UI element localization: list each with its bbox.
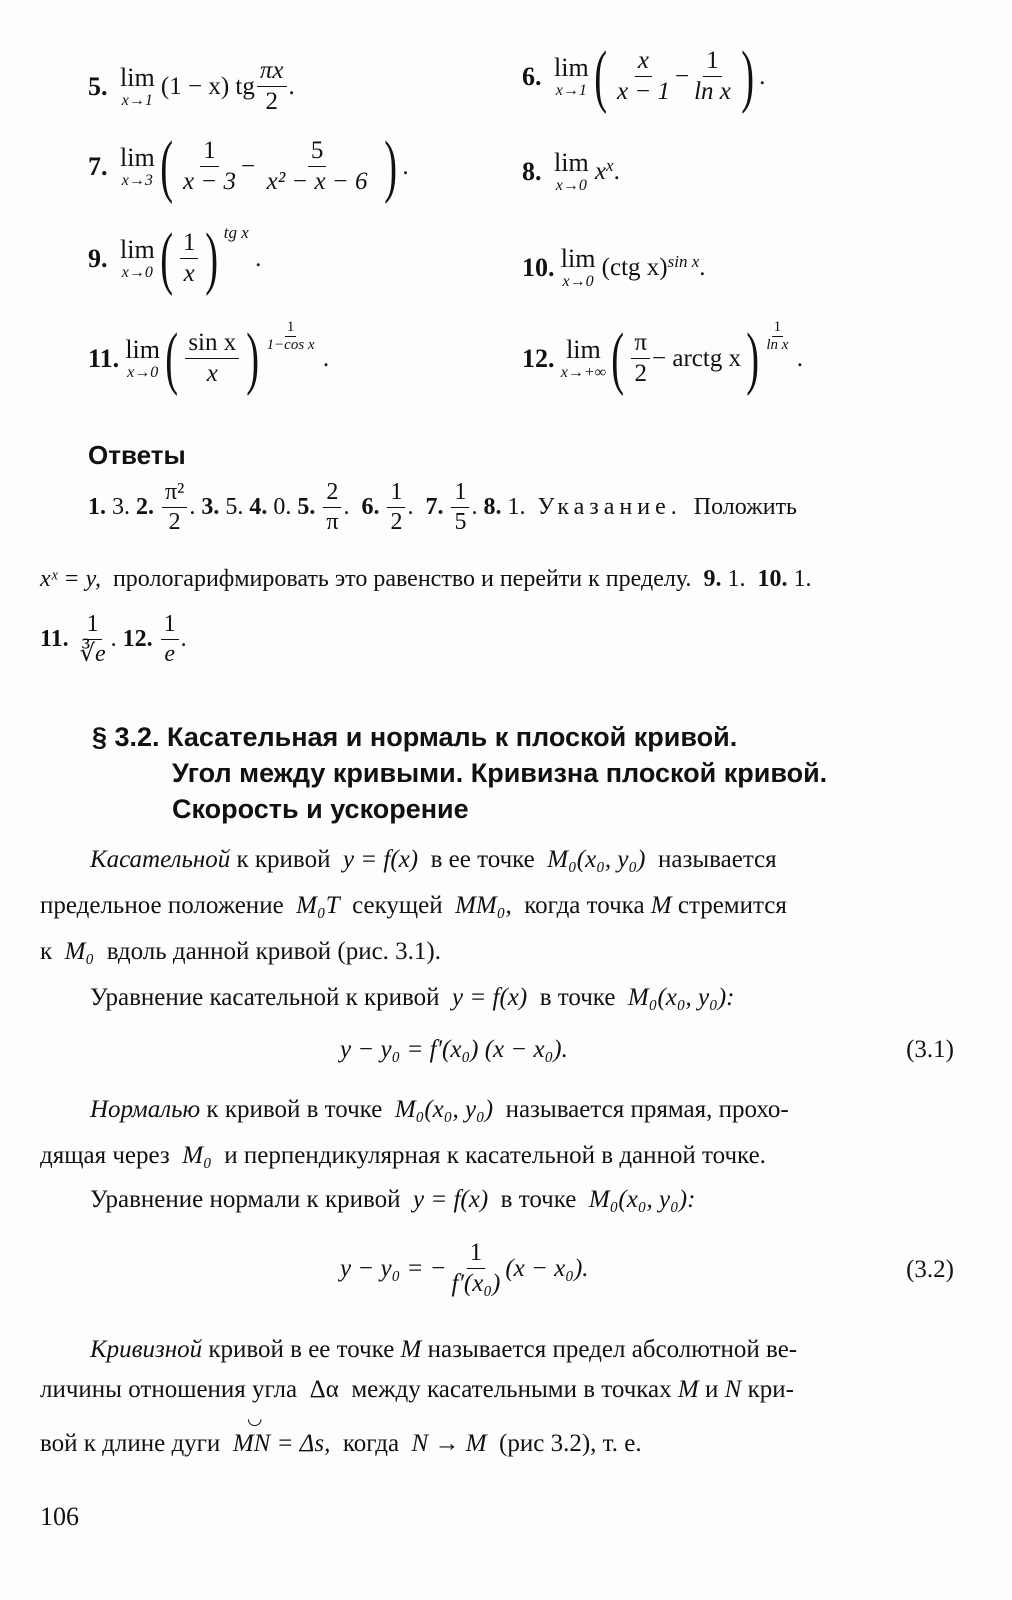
paragraph-curvature-line-2: личины отношения угла Δα между касательными в точках M и N кри- bbox=[40, 1376, 794, 1403]
paragraph-curvature-line-1: Кривизной кривой в ее точке M называется предел абсолютной ве- bbox=[90, 1336, 798, 1363]
limit-operator: lim x→0 bbox=[120, 234, 155, 281]
limit-operator: lim x→0 bbox=[554, 148, 589, 194]
fraction: $\frac{5}{\text{x² − x − 6}}$ bbox=[266, 137, 368, 196]
fraction: $\frac{1}{5}$ bbox=[451, 480, 469, 535]
paragraph-normal-line-2: дящая через M₀ и перпендикулярная к касательной в данной точке. bbox=[40, 1142, 766, 1169]
section-title-line-1: § 3.2. Касательная и нормаль к плоской кривой. bbox=[92, 722, 738, 752]
exercise-10: 10. lim x→0 (ctg x) sin x . bbox=[522, 244, 706, 290]
paragraph-tangent-line-1: Касательной к кривой y = f(x) в ее точке M₀(x₀, y₀) называется bbox=[90, 846, 777, 873]
limit-operator: lim x→3 bbox=[120, 142, 155, 189]
equation-3-2: y − y₀ = − $\frac{1}{\text{f′(x₀)}}$ (x − x₀). bbox=[340, 1239, 589, 1298]
answers-line-2: xˣ = y, прологарифмировать это равенство и перейти к пределу. 9. 1. 10. 1. bbox=[40, 566, 812, 592]
equation-number-3-2: (3.2) bbox=[906, 1256, 954, 1283]
fraction: $\frac{1}{2}$ bbox=[387, 480, 405, 535]
exponent-fraction: 1 1−cos x bbox=[266, 318, 315, 354]
fraction: $\frac{2}{\pi}$ bbox=[323, 480, 341, 535]
paragraph-tangent-line-3: к M₀ вдоль данной кривой (рис. 3.1). bbox=[40, 938, 442, 965]
paragraph-tangent-equation-intro: Уравнение касательной к кривой y = f(x) в точке M₀(x₀, y₀): bbox=[90, 984, 735, 1011]
section-title-line-2: Угол между кривыми. Кривизна плоской кривой. bbox=[172, 758, 828, 788]
paragraph-normal-equation-intro: Уравнение нормали к кривой y = f(x) в точке M₀(x₀, y₀): bbox=[90, 1186, 696, 1213]
limit-operator: lim x→0 bbox=[125, 334, 160, 381]
fraction: $\frac{1}{\text{f′(x₀)}}$ bbox=[451, 1239, 501, 1298]
section-title-line-3: Скорость и ускорение bbox=[172, 794, 469, 824]
exercise-11: 11. lim x→0 ( $\frac{\text{sin x}}{x}$ ) 1 1−cos x . bbox=[88, 318, 330, 397]
limit-operator: lim x→1 bbox=[554, 52, 589, 99]
exponent-fraction: 1 ln x bbox=[766, 318, 789, 354]
fraction: $\frac{\text{sin x}}{x}$ bbox=[185, 330, 239, 388]
fraction: $\frac{\text{π²}}{2}$ bbox=[162, 480, 187, 535]
paragraph-tangent-line-2: предельное положение M₀T секущей MM₀, когда точка M стремится bbox=[40, 892, 787, 919]
fraction: $\frac{1}{x - 3}$ bbox=[182, 137, 236, 196]
answers-heading: Ответы bbox=[88, 440, 186, 470]
equation-3-1: y − y₀ = f′(x₀) (x − x₀). bbox=[340, 1036, 568, 1063]
answers-line-1: 1. 3. 2. $\frac{\text{π²}}{2}$ . 3. 5. 4. 0. 5. $\frac{2}{\pi}$ . 6. $\frac{1}{2}$ . 7. $\frac{1}{5}$ . 8. 1. Указание. Положить bbox=[88, 479, 798, 536]
fraction: $\frac{\pi}{2}$ bbox=[631, 330, 650, 388]
paragraph-curvature-line-3: вой к длине дуги ◡ MN = Δs, когда N → M (рис 3.2), т. е. bbox=[40, 1408, 642, 1457]
answers-line-3: 11. $\frac{1}{∛e}$ . 12. $\frac{1}{e}$ . bbox=[40, 611, 187, 668]
exercise-7: 7. lim x→3 ( $\frac{1}{x - 3}$ − $\frac{5}{\text{x² − x − 6}}$ ) . bbox=[88, 127, 409, 205]
fraction: $\frac{1}{x}$ bbox=[180, 230, 199, 288]
fraction: $\frac{1}{e}$ bbox=[161, 612, 179, 667]
arc-notation: ◡ MN = Δs, bbox=[232, 1408, 331, 1457]
fraction: $\frac{x}{x - 1}$ bbox=[616, 47, 670, 106]
exercise-6: 6. lim x→1 ( $\frac{x}{x - 1}$ − $\frac{1}{\text{ln x}}$ ) . bbox=[522, 37, 766, 115]
fraction: $\frac{\pi x}{2}$ bbox=[257, 58, 287, 116]
equation-number-3-1: (3.1) bbox=[906, 1036, 954, 1063]
limit-operator: lim x→+∞ bbox=[560, 334, 607, 381]
limit-operator: lim x→1 bbox=[120, 62, 155, 109]
fraction: $\frac{1}{\text{ln x}}$ bbox=[694, 47, 731, 106]
exercise-5: 5. lim x→1 (1 − x) tg $\frac{\pi x}{2}$ . bbox=[88, 57, 295, 116]
exercise-9: 9. lim x→0 ( $\frac{1}{x}$ ) tg x . bbox=[88, 219, 262, 297]
page-number: 106 bbox=[40, 1502, 79, 1531]
exercise-12: 12. lim x→+∞ ( $\frac{\pi}{2}$ − arctg x ) 1 ln x . bbox=[522, 318, 803, 397]
exercise-8: 8. lim x→0 x x . bbox=[522, 148, 620, 194]
fraction: $\frac{1}{∛e}$ bbox=[79, 611, 106, 668]
paragraph-normal-line-1: Нормалью к кривой в точке M₀(x₀, y₀) называется прямая, прохо- bbox=[90, 1096, 789, 1123]
limit-operator: lim x→0 bbox=[560, 244, 596, 290]
